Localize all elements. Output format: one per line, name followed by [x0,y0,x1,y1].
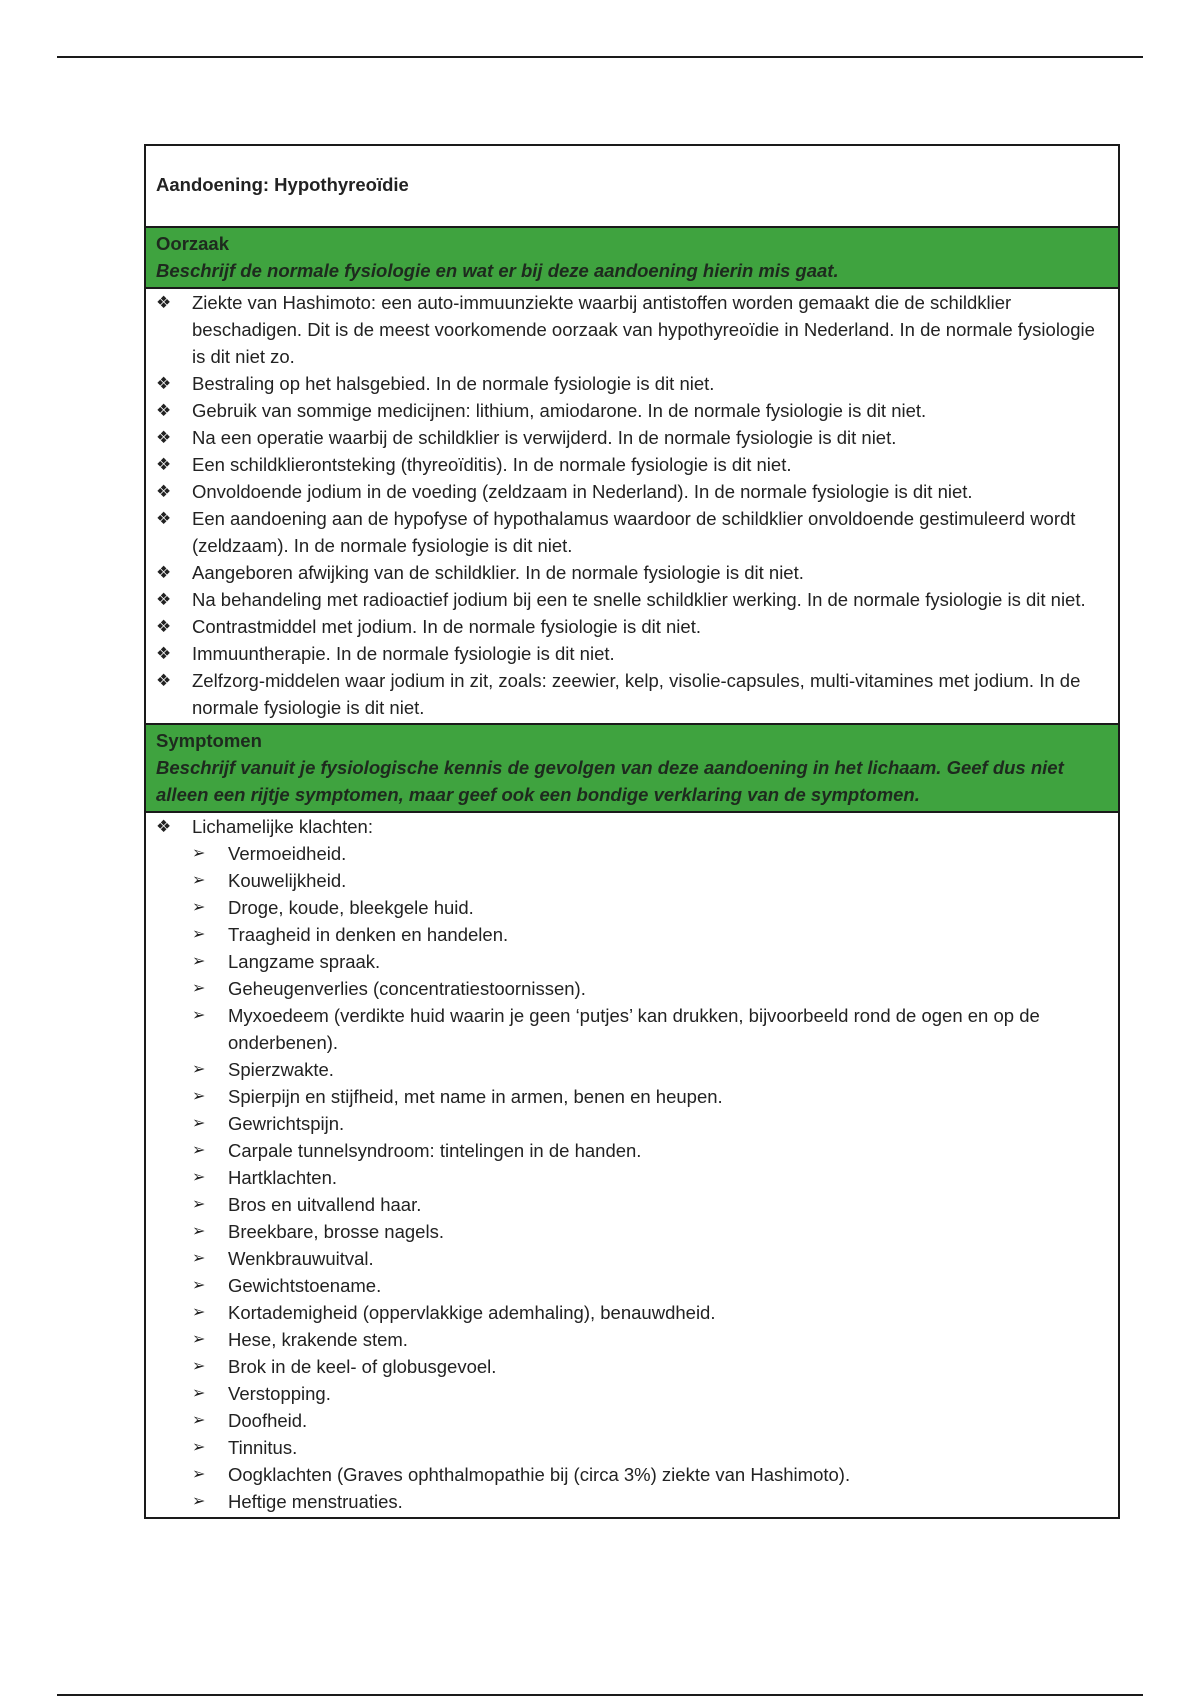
list-item [156,397,1108,424]
list-item [156,813,1108,1515]
list-item-text: Hese, krakende stem. [228,1329,408,1350]
arrowhead-bullet-icon: ➢ [192,926,206,943]
document-table [144,144,1120,1519]
list-item [192,894,1108,921]
diamond-bullet-icon: ❖ [156,590,172,609]
list-item [156,424,1108,451]
diamond-bullet-icon: ❖ [156,644,172,663]
list-item-text: Een aandoening aan de hypofyse of hypothalamus waardoor de schildklier onvoldoende gestimuleerd wordt (zeldzaam). In de normale fysiologie is dit niet. [192,508,1076,556]
list-item [192,840,1108,867]
list-item [192,921,1108,948]
arrowhead-bullet-icon: ➢ [192,1277,206,1294]
diamond-bullet-icon: ❖ [156,374,172,393]
list-item [192,1299,1108,1326]
list-item [192,1245,1108,1272]
diamond-bullet-icon: ❖ [156,293,172,312]
list-item [156,559,1108,586]
list-item-text: Een schildklierontsteking (thyreoïditis). In de normale fysiologie is dit niet. [192,454,792,475]
list-item-text: Traagheid in denken en handelen. [228,924,509,945]
list-item [156,613,1108,640]
diamond-bullet-icon: ❖ [156,482,172,501]
arrowhead-bullet-icon: ➢ [192,1439,206,1456]
list-item-text: Langzame spraak. [228,951,381,972]
diamond-bullet-icon: ❖ [156,428,172,447]
diamond-bullet-icon: ❖ [156,671,172,690]
symptomen-body [146,813,1118,1517]
list-item-text: Spierpijn en stijfheid, met name in armen, benen en heupen. [228,1086,723,1107]
diamond-bullet-icon: ❖ [156,455,172,474]
list-item-text: Hartklachten. [228,1167,337,1188]
list-item-text: Bros en uitvallend haar. [228,1194,422,1215]
arrowhead-bullet-icon: ➢ [192,845,206,862]
arrowhead-bullet-icon: ➢ [192,1304,206,1321]
list-item [192,1488,1108,1515]
list-item [156,289,1108,370]
list-item [192,1380,1108,1407]
list-item [192,1353,1108,1380]
list-item-text: Gebruik van sommige medicijnen: lithium, amiodarone. In de normale fysiologie is dit niet. [192,400,927,421]
list-item [192,975,1108,1002]
list-item [192,1164,1108,1191]
diamond-bullet-icon: ❖ [156,617,172,636]
arrowhead-bullet-icon: ➢ [192,1196,206,1213]
list-item [156,478,1108,505]
oorzaak-list [156,289,1108,721]
list-item-text: Kouwelijkheid. [228,870,347,891]
oorzaak-header [146,228,1118,289]
list-item-text: Bestraling op het halsgebied. In de normale fysiologie is dit niet. [192,373,715,394]
arrowhead-bullet-icon: ➢ [192,1061,206,1078]
list-item [192,1434,1108,1461]
diamond-bullet-icon: ❖ [156,509,172,528]
list-item-text: Vermoeidheid. [228,843,347,864]
arrowhead-bullet-icon: ➢ [192,980,206,997]
list-item-text: Gewrichtspijn. [228,1113,345,1134]
list-item [156,640,1108,667]
arrowhead-bullet-icon: ➢ [192,872,206,889]
top-rule [57,56,1143,58]
list-item [192,1326,1108,1353]
list-item [192,1056,1108,1083]
oorzaak-body [146,289,1118,725]
list-item [192,867,1108,894]
symptomen-sublist [192,840,1108,1515]
oorzaak-subtitle: Beschrijf de normale fysiologie en wat er bij deze aandoening hierin mis gaat. [156,260,839,281]
arrowhead-bullet-icon: ➢ [192,1115,206,1132]
list-item [156,451,1108,478]
arrowhead-bullet-icon: ➢ [192,1331,206,1348]
list-item-text: Doofheid. [228,1410,308,1431]
list-item-text: Na behandeling met radioactief jodium bij een te snelle schildklier werking. In de normale fysiologie is dit niet. [192,589,1086,610]
symptomen-group-label: Lichamelijke klachten: [192,816,373,837]
diamond-bullet-icon: ❖ [156,563,172,582]
list-item-text: Brok in de keel- of globusgevoel. [228,1356,497,1377]
list-item [192,1191,1108,1218]
list-item [192,1110,1108,1137]
list-item-text: Myxoedeem (verdikte huid waarin je geen ‘putjes’ kan drukken, bijvoorbeeld rond de ogen en op de onderbenen). [228,1005,1040,1053]
list-item [192,1461,1108,1488]
list-item [156,586,1108,613]
list-item-text: Ziekte van Hashimoto: een auto-immuunziekte waarbij antistoffen worden gemaakt die de schildklier beschadigen. Dit is de meest voorkomende oorzaak van hypothyreoïdie in Nederland. In de normale fysiologie is dit niet zo. [192,292,1095,367]
list-item [156,667,1108,721]
arrowhead-bullet-icon: ➢ [192,953,206,970]
list-item-text: Tinnitus. [228,1437,298,1458]
arrowhead-bullet-icon: ➢ [192,899,206,916]
arrowhead-bullet-icon: ➢ [192,1142,206,1159]
symptomen-header [146,725,1118,813]
oorzaak-title: Oorzaak [156,233,230,254]
list-item [192,1218,1108,1245]
list-item-text: Zelfzorg-middelen waar jodium in zit, zoals: zeewier, kelp, visolie-capsules, multi-vitamines met jodium. In de normale fysiologie is dit niet. [192,670,1081,718]
arrowhead-bullet-icon: ➢ [192,1250,206,1267]
list-item-text: Wenkbrauwuitval. [228,1248,374,1269]
diamond-bullet-icon: ❖ [156,817,172,836]
arrowhead-bullet-icon: ➢ [192,1358,206,1375]
list-item-text: Breekbare, brosse nagels. [228,1221,444,1242]
arrowhead-bullet-icon: ➢ [192,1412,206,1429]
list-item-text: Kortademigheid (oppervlakkige ademhaling), benauwdheid. [228,1302,716,1323]
list-item-text: Carpale tunnelsyndroom: tintelingen in de handen. [228,1140,642,1161]
list-item-text: Verstopping. [228,1383,331,1404]
arrowhead-bullet-icon: ➢ [192,1466,206,1483]
list-item-text: Gewichtstoename. [228,1275,382,1296]
list-item [192,948,1108,975]
list-item [192,1272,1108,1299]
symptomen-title: Symptomen [156,730,262,751]
arrowhead-bullet-icon: ➢ [192,1493,206,1510]
page-title: Aandoening: Hypothyreoïdie [146,146,1118,228]
list-item-text: Aangeboren afwijking van de schildklier. In de normale fysiologie is dit niet. [192,562,804,583]
symptomen-subtitle: Beschrijf vanuit je fysiologische kennis de gevolgen van deze aandoening in het lichaam. Geef dus niet alleen een rijtje symptomen, maar geef ook een bondige verklaring van de symptomen. [156,757,1064,805]
list-item [192,1407,1108,1434]
list-item [192,1137,1108,1164]
list-item-text: Oogklachten (Graves ophthalmopathie bij (circa 3%) ziekte van Hashimoto). [228,1464,851,1485]
arrowhead-bullet-icon: ➢ [192,1385,206,1402]
arrowhead-bullet-icon: ➢ [192,1088,206,1105]
arrowhead-bullet-icon: ➢ [192,1223,206,1240]
list-item [192,1083,1108,1110]
bottom-rule [57,1694,1143,1696]
diamond-bullet-icon: ❖ [156,401,172,420]
list-item-text: Onvoldoende jodium in de voeding (zeldzaam in Nederland). In de normale fysiologie is dit niet. [192,481,973,502]
list-item-text: Geheugenverlies (concentratiestoornissen). [228,978,586,999]
list-item-text: Na een operatie waarbij de schildklier is verwijderd. In de normale fysiologie is dit niet. [192,427,897,448]
list-item-text: Spierzwakte. [228,1059,334,1080]
list-item [192,1002,1108,1056]
list-item-text: Heftige menstruaties. [228,1491,403,1512]
list-item-text: Immuuntherapie. In de normale fysiologie is dit niet. [192,643,615,664]
list-item [156,370,1108,397]
list-item-text: Contrastmiddel met jodium. In de normale fysiologie is dit niet. [192,616,701,637]
arrowhead-bullet-icon: ➢ [192,1169,206,1186]
list-item [156,505,1108,559]
symptomen-list [156,813,1108,1515]
arrowhead-bullet-icon: ➢ [192,1007,206,1024]
list-item-text: Droge, koude, bleekgele huid. [228,897,474,918]
